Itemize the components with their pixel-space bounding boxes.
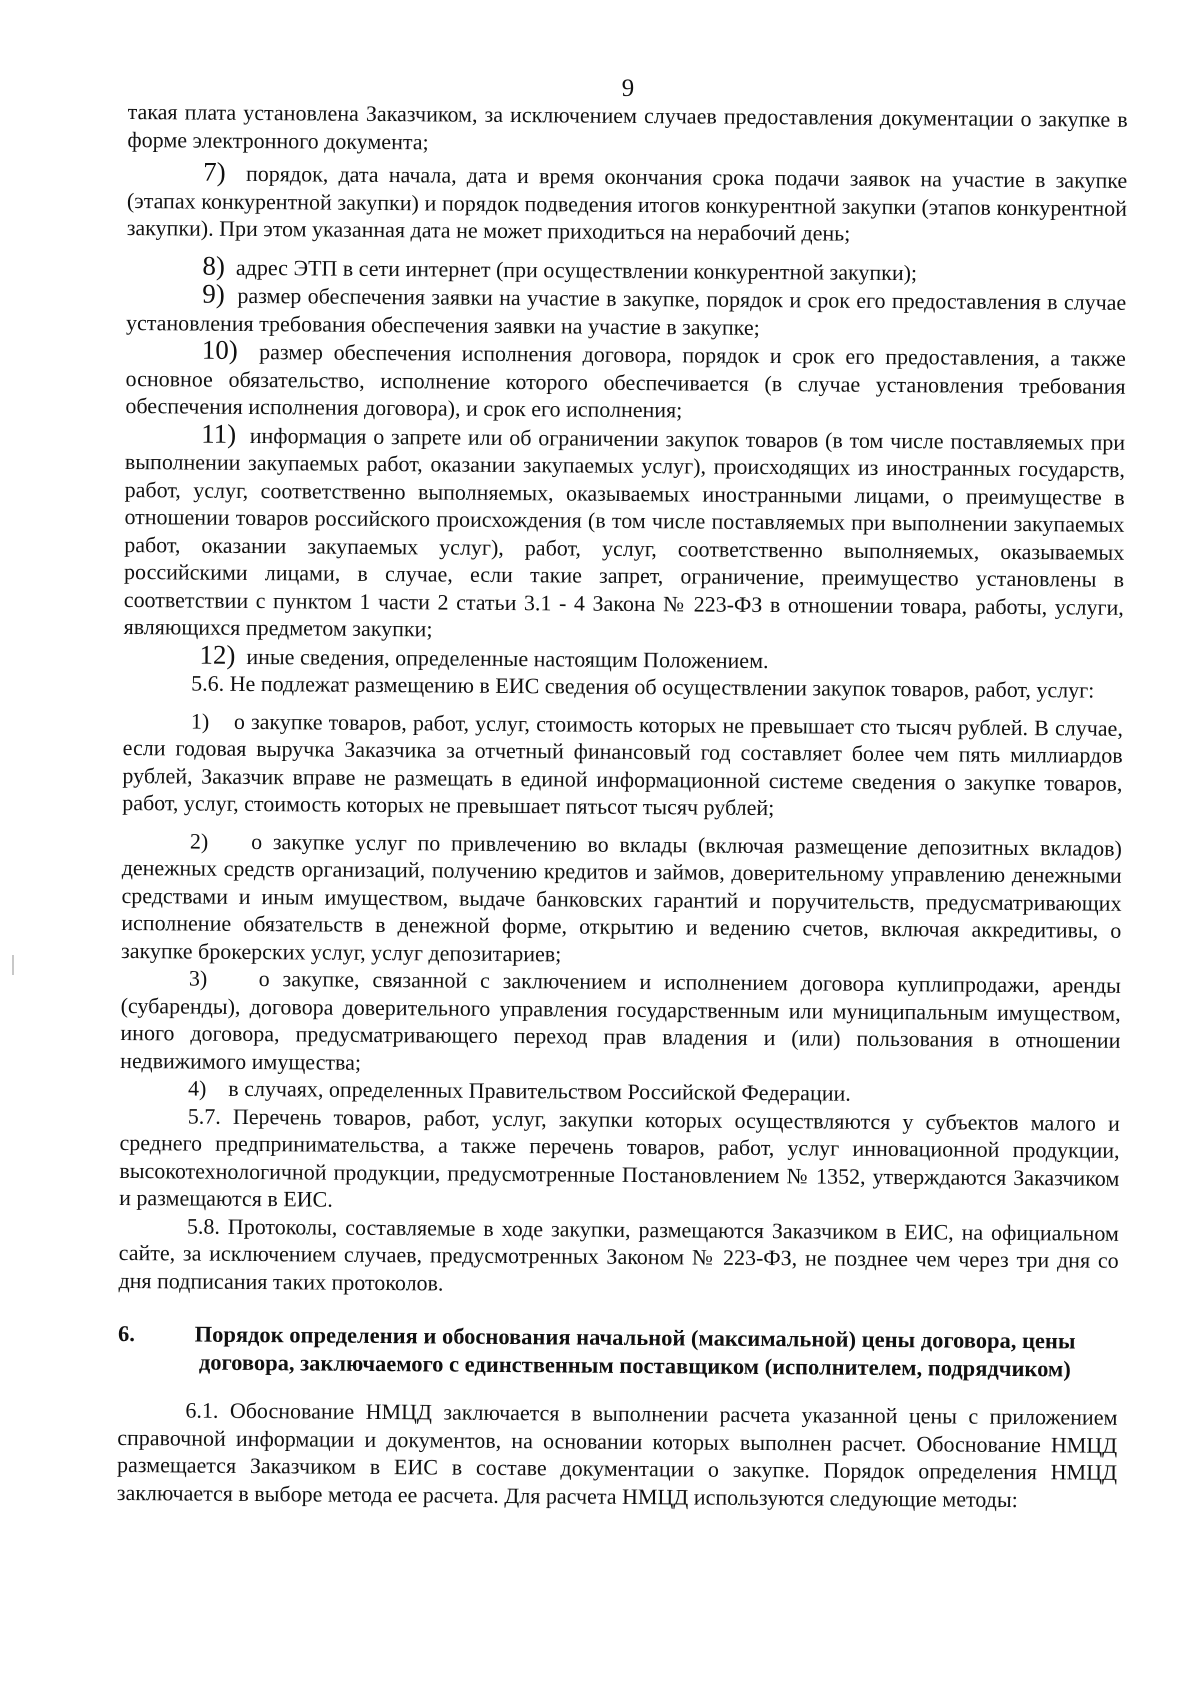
item-number: 11) xyxy=(201,418,237,449)
item-text: о закупке товаров, работ, услуг, стоимость которых не превышает сто тысяч рублей. В случае, если годовая выручка Заказчика за отчетный финансовый год составляет более чем пять миллиардов рублей, Заказчик вправе не размещать в единой информационной системе сведения о закупке товаров, работ, услуг, стоимость которых не превышает пятьсот тысяч рублей; xyxy=(122,708,1123,821)
list-item-9 xyxy=(126,280,1126,344)
item-number: 10) xyxy=(201,334,238,365)
clause-5-7: 5.7. Перечень товаров, работ, услуг, закупки которых осуществляются у субъектов малого и среднего предпринимательства, а также перечень товаров, работ, услуг инновационной продукции, высокотехнологичной продукции, предусмотренные Постановлением № 1352, утверждаются Заказчиком и размещаются в ЕИС. xyxy=(119,1103,1120,1212)
list-item-10 xyxy=(125,336,1126,427)
list-item-7 xyxy=(127,158,1128,249)
item-number: 4) xyxy=(187,1075,207,1101)
item-text: адрес ЭТП в сети интернет (при осуществлении конкурентной закупки); xyxy=(235,254,918,285)
item-number: 3) xyxy=(188,965,208,991)
sub-item-3 xyxy=(120,964,1121,1082)
paragraph-continuation: такая плата установлена Заказчиком, за исключением случаев предоставления документации о закупке в форме электронного документа; xyxy=(127,98,1128,154)
clause-5-6: 5.6. Не подлежат размещению в ЕИС сведения об осуществлении закупок товаров, работ, услуг: xyxy=(191,670,1095,703)
item-text: о закупке услуг по привлечению во вклады (включая размещение депозитных вкладов) денежных средств организаций, получению кредитов и займов, доверительному управлению денежными средствами и иным имуществом, выдаче банковских гарантий и поручительств, предусматривающих исполнение обязательств в денежной форме, открытию и ведению счетов, включая аккредитивы, о закупке брокерских услуг, услуг депозитариев; xyxy=(121,828,1123,966)
sub-item-1 xyxy=(122,706,1123,824)
item-number: 8) xyxy=(202,250,226,281)
page-number: 9 xyxy=(621,74,635,102)
item-number: 2) xyxy=(189,828,209,854)
item-text: информация о запрете или об ограничении закупок товаров (в том числе поставляемых при выполнении закупаемых работ, оказании закупаемых услуг), происходящих из иностранных государств, работ, услуг, соответственно выполняемых, оказываемых иностранными лицами, о преимуществе в отношении товаров российского происхождения (в том числе поставляемых при выполнении закупаемых работ, оказании закупаемых услуг), работ, услуг, соответственно выполняемых, оказываемых российскими лицами, в случае, если такие запрет, ограничение, преимущество установлены в соответствии с пунктом 1 части 2 статьи 3.1 - 4 Закона № 223-ФЗ в отношении товара, работы, услуги, являющихся предметом закупки; xyxy=(123,422,1126,642)
section-heading xyxy=(118,1320,1118,1384)
clause-6-1: 6.1. Обоснование НМЦД заключается в выполнении расчета указанной цены с приложением справочной информации и документов, на основании которых выполнен расчет. Обоснование НМЦД размещается Заказчиком в ЕИС в составе документации о закупке. Порядок определения НМЦД заключается в выборе метода ее расчета. Для расчета НМЦД используются следующие методы: xyxy=(116,1397,1118,1512)
list-item-11 xyxy=(124,419,1126,648)
item-number: 1) xyxy=(190,708,210,734)
item-number: 9) xyxy=(202,278,225,309)
item-text: о закупке, связанной с заключением и исполнением договора куплипродажи, аренды (субаренды), договора доверительного управления государственным или муниципальным имуществом, иного договора, предусматривающего переход прав владения и (или) пользования в отношении недвижимого имущества; xyxy=(120,966,1121,1075)
item-text: размер обеспечения исполнения договора, порядок и срок его предоставления, а также основное обязательство, исполнение которого обеспечивается (в случае установления требования обеспечения исполнения договора), и срок его исполнения; xyxy=(125,339,1126,423)
item-number: 12) xyxy=(199,639,236,670)
item-text: размер обеспечения заявки на участие в закупке, порядок и срок его предоставления в случае установления требования обеспечения заявки на участие в закупке; xyxy=(125,282,1127,340)
clause-5-8: 5.8. Протоколы, составляемые в ходе закупки, размещаются Заказчиком в ЕИС, на официальном сайте, за исключением случаев, предусмотренных Законом № 223-ФЗ, не позднее чем через три дня со дня подписания таких протоколов. xyxy=(118,1212,1120,1296)
section-number: 6. xyxy=(117,1320,136,1347)
item-text: иные сведения, определенные настоящим Положением. xyxy=(246,643,769,673)
section-title: Порядок определения и обоснования начальной (максимальной) цены договора, цены договора, заключаемого с единственным поставщиком (исполнителем, подрядчиком) xyxy=(194,1321,1076,1382)
item-text: в случаях, определенных Правительством Российской Федерации. xyxy=(228,1075,851,1106)
document-content xyxy=(117,72,1128,1514)
scan-artifact xyxy=(12,955,14,975)
item-number: 7) xyxy=(203,156,226,187)
sub-item-2 xyxy=(121,826,1122,971)
item-text: порядок, дата начала, дата и время окончания срока подачи заявок на участие в закупке (этапах конкурентной закупки) и порядок подведения итогов конкурентной закупки (этапов конкурентной закупки). При этом указанная дата не может приходиться на нерабочий день; xyxy=(126,160,1128,246)
